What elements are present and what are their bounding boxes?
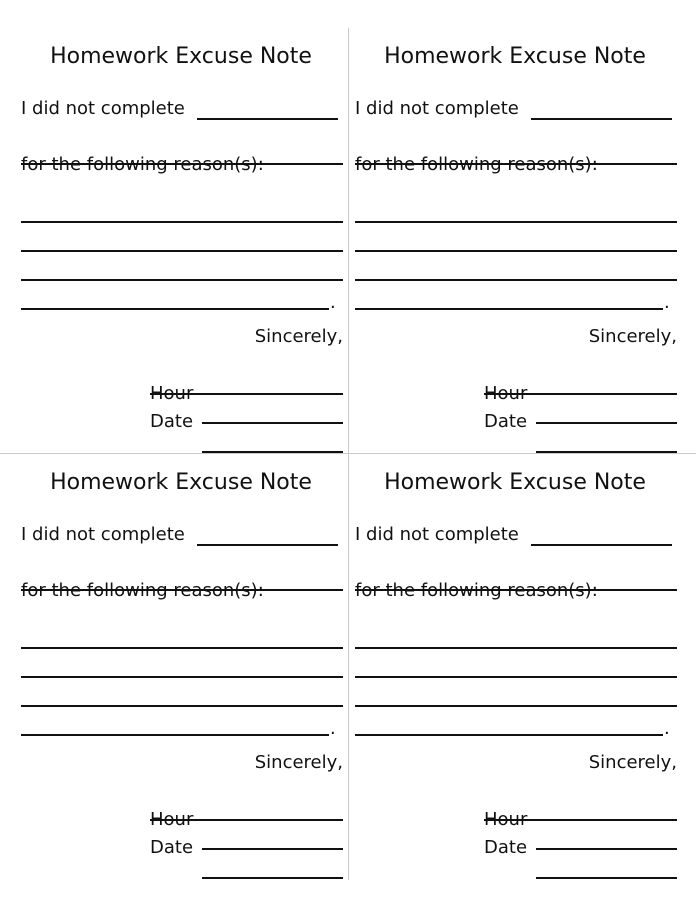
reason-line-1	[355, 221, 677, 223]
closing-text: Sincerely,	[254, 752, 343, 773]
did-not-complete-label: I did not complete	[355, 98, 519, 119]
reason-line-2	[355, 250, 677, 252]
date-line	[202, 451, 343, 453]
reason-line-2	[21, 250, 343, 252]
hour-label: Hour	[150, 383, 194, 404]
reason-line-4	[355, 734, 663, 736]
reason-line-1	[21, 221, 343, 223]
date-line	[202, 877, 343, 879]
closing-text: Sincerely,	[254, 326, 343, 347]
reason-line-1	[355, 647, 677, 649]
hour-label: Hour	[484, 383, 528, 404]
closing-text: Sincerely,	[588, 326, 677, 347]
reasons-label: for the following reason(s):	[355, 154, 598, 175]
assignment-line	[197, 544, 338, 546]
date-label: Date	[150, 837, 194, 858]
hour-label: Hour	[484, 809, 528, 830]
excuse-note-3	[21, 454, 351, 874]
reason-line-4	[21, 308, 329, 310]
reason-period: .	[664, 718, 670, 739]
excuse-note-1	[21, 28, 351, 448]
hour-label: Hour	[150, 809, 194, 830]
hour-line	[202, 422, 343, 424]
assignment-line	[531, 544, 672, 546]
reasons-label: for the following reason(s):	[21, 154, 264, 175]
reason-line-2	[355, 676, 677, 678]
reason-period: .	[664, 292, 670, 313]
date-label: Date	[484, 411, 528, 432]
hour-line	[536, 848, 677, 850]
date-line	[536, 877, 677, 879]
note-title: Homework Excuse Note	[50, 470, 312, 495]
reason-line-4	[355, 308, 663, 310]
note-title: Homework Excuse Note	[50, 44, 312, 69]
note-title: Homework Excuse Note	[384, 470, 646, 495]
reason-line-4	[21, 734, 329, 736]
did-not-complete-label: I did not complete	[21, 524, 185, 545]
hour-line	[202, 848, 343, 850]
date-line	[536, 451, 677, 453]
reason-period: .	[330, 718, 336, 739]
reasons-label: for the following reason(s):	[355, 580, 598, 601]
reason-line-3	[355, 705, 677, 707]
excuse-note-4	[355, 454, 685, 874]
note-title: Homework Excuse Note	[384, 44, 646, 69]
closing-text: Sincerely,	[588, 752, 677, 773]
reason-period: .	[330, 292, 336, 313]
reason-line-3	[21, 279, 343, 281]
date-label: Date	[484, 837, 528, 858]
reason-line-3	[21, 705, 343, 707]
excuse-note-2	[355, 28, 685, 448]
reason-line-2	[21, 676, 343, 678]
date-label: Date	[150, 411, 194, 432]
did-not-complete-label: I did not complete	[355, 524, 519, 545]
reason-line-1	[21, 647, 343, 649]
reasons-label: for the following reason(s):	[21, 580, 264, 601]
assignment-line	[197, 118, 338, 120]
did-not-complete-label: I did not complete	[21, 98, 185, 119]
assignment-line	[531, 118, 672, 120]
reason-line-3	[355, 279, 677, 281]
hour-line	[536, 422, 677, 424]
